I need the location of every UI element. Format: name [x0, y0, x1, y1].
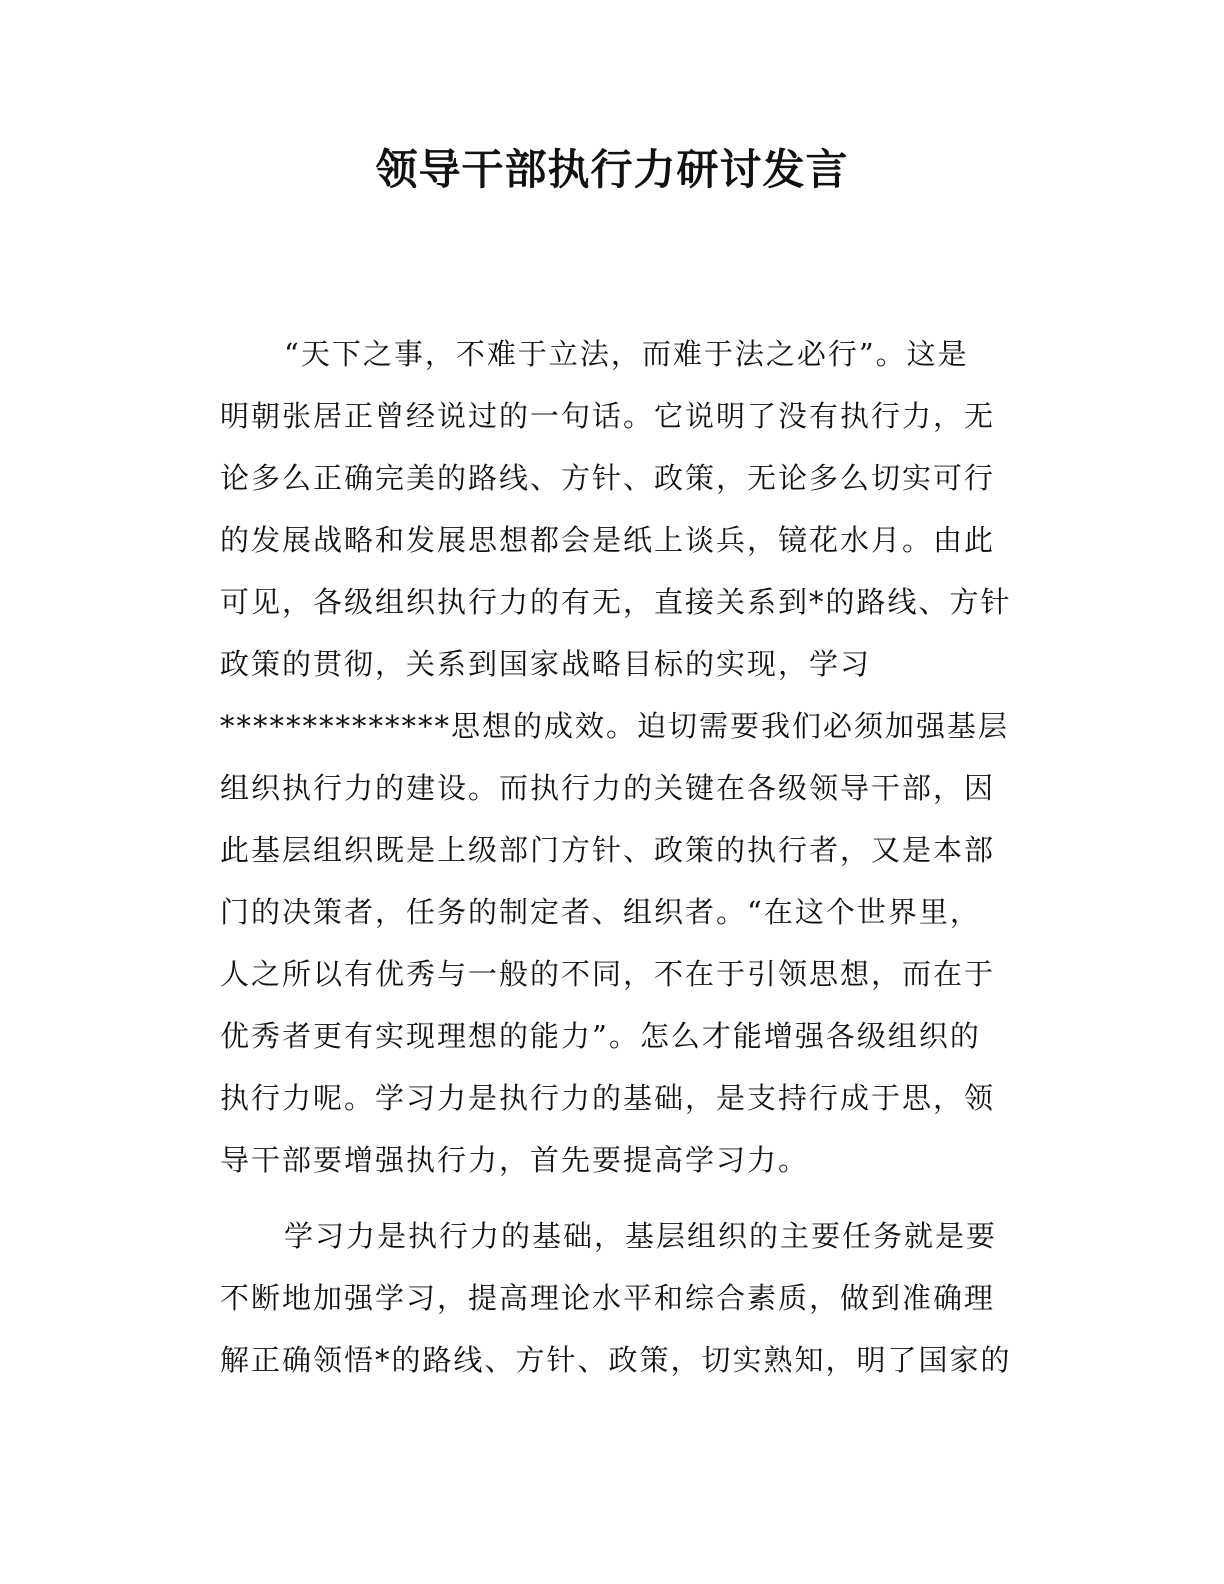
text-line: 明朝张居正曾经说过的一句话。它说明了没有执行力，无: [220, 399, 996, 433]
text-line: 人之所以有优秀与一般的不同，不在于引领思想，而在于: [220, 957, 996, 991]
text-line: 论多么正确完美的路线、方针、政策，无论多么切实可行: [220, 461, 996, 495]
text-line: **************思想的成效。迫切需要我们必须加强基层: [220, 709, 1010, 743]
text-line: 门的决策者，任务的制定者、组织者。“在这个世界里，: [220, 895, 981, 929]
text-line: 解正确领悟*的路线、方针、政策，切实熟知，明了国家的: [220, 1343, 1012, 1377]
text-line: “天下之事，不难于立法，而难于法之必行”。这是: [284, 337, 969, 371]
text-line: 导干部要增强执行力，首先要提高学习力。: [220, 1143, 810, 1177]
text-line: 政策的贯彻，关系到国家战略目标的实现，学习: [220, 647, 872, 681]
paragraph-1: [220, 323, 1030, 1191]
text-line: 的发展战略和发展思想都会是纸上谈兵，镜花水月。由此: [220, 523, 996, 557]
document-body: [220, 323, 1030, 1391]
text-line: 执行力呢。学习力是执行力的基础，是支持行成于思，领: [220, 1081, 996, 1115]
text-line: 此基层组织既是上级部门方针、政策的执行者，又是本部: [220, 833, 996, 867]
text-line: 组织执行力的建设。而执行力的关键在各级领导干部，因: [220, 771, 996, 805]
paragraph-2: [220, 1205, 1030, 1391]
text-line: 不断地加强学习，提高理论水平和综合素质，做到准确理: [220, 1281, 996, 1315]
text-line: 可见，各级组织执行力的有无，直接关系到*的路线、方针: [220, 585, 1012, 619]
text-line: 学习力是执行力的基础，基层组织的主要任务就是要: [284, 1219, 998, 1253]
text-line: 优秀者更有实现理想的能力”。怎么才能增强各级组织的: [220, 1019, 981, 1053]
document-title: 领导干部执行力研讨发言: [375, 145, 849, 194]
